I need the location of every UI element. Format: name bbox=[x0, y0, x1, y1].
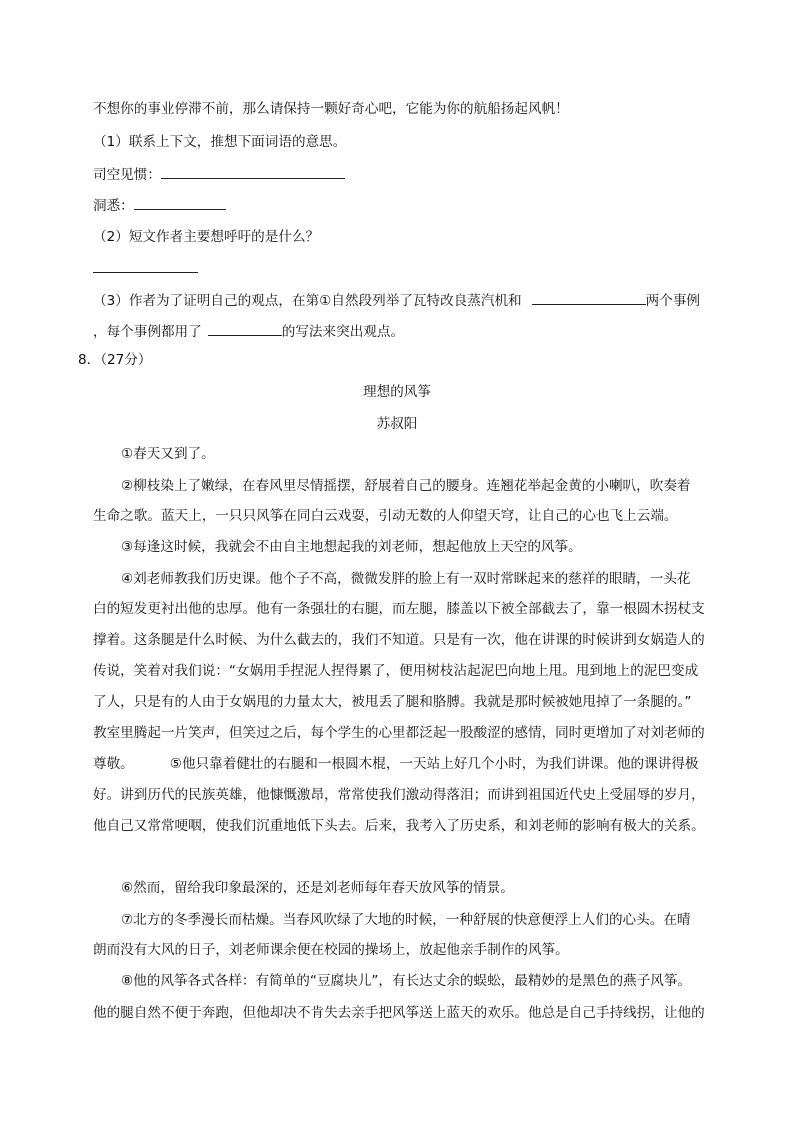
paragraph-2-line-1: ②柳枝染上了嫩绿，在春风里尽情摇摆，舒展着自己的腰身。连翘花举起金黄的小喇叭，吹奏着 bbox=[121, 478, 691, 494]
word-2-label: 洞悉： bbox=[93, 198, 134, 214]
paragraph-1: ①春天又到了。 bbox=[121, 446, 215, 462]
question-3-text-b: 两个事例 bbox=[645, 293, 701, 309]
article-author: 苏叔阳 bbox=[376, 416, 418, 432]
intro-end-line: 不想你的事业停滞不前，那么请保持一颗好奇心吧，它能为你的航船扬起风帆！ bbox=[93, 101, 569, 117]
answer-blank-3[interactable] bbox=[93, 258, 198, 273]
question-3-text-c: ，每个事例都用了 bbox=[93, 324, 202, 340]
paragraph-5-line-3: 他自己又常常哽咽，使我们沉重地低下头去。后来，我考入了历史系，和刘老师的影响有极大的关系。 bbox=[93, 818, 705, 834]
word-1-row bbox=[93, 164, 345, 185]
word-1-label: 司空见惯： bbox=[93, 167, 161, 183]
answer-blank-4[interactable] bbox=[532, 290, 646, 305]
paragraph-4-5-line bbox=[93, 754, 699, 774]
paragraph-4-line-5: 了人，只是有的人由于女娲甩的力量太大，被甩丢了腿和胳膊。我就是那时候被她甩掉了一条腿的。” bbox=[93, 694, 692, 710]
question-3-text-a: （3）作者为了证明自己的观点，在第①自然段列举了瓦特改良蒸汽机和 bbox=[93, 293, 522, 309]
paragraph-2-line-2: 生命之歌。蓝天上，一只只风筝在同白云戏耍，引动无数的人仰望天穹，让自己的心也飞上云端。 bbox=[93, 508, 678, 524]
paragraph-8-line-1: ⑧他的风筝各式各样：有简单的“豆腐块儿”，有长达丈余的蜈蚣，最精妙的是黑色的燕子风筝。 bbox=[121, 973, 692, 989]
paragraph-4-line-6: 教室里腾起一片笑声，但笑过之后，每个学生的心里都泛起一股酸涩的感情，同时更增加了对刘老师的 bbox=[93, 725, 705, 741]
paragraph-7-line-2: 朗而没有大风的日子，刘老师课余便在校园的操场上，放起他亲手制作的风筝。 bbox=[93, 942, 569, 958]
paragraph-4-line-4: 传说，笑着对我们说：“女娲用手捏泥人捏得累了，便用树枝沾起泥巴向地上甩。甩到地上的泥巴变成 bbox=[93, 663, 699, 679]
question-3-row-2 bbox=[93, 321, 404, 342]
paragraph-6: ⑥然而，留给我印象最深的，还是刘老师每年春天放风筝的情景。 bbox=[121, 880, 514, 896]
word-2-row bbox=[93, 195, 226, 216]
paragraph-4-line-3: 撑着。这条腿是什么时候、为什么截去的，我们不知道。只是有一次，他在讲课的时候讲到女娲造人的 bbox=[93, 632, 705, 648]
answer-blank-1[interactable] bbox=[161, 164, 345, 179]
paragraph-5-start: ⑤他只靠着健壮的右腿和一根圆木棍，一天站上好几个小时，为我们讲课。他的课讲得极 bbox=[169, 756, 699, 772]
question-3-row-1 bbox=[93, 290, 700, 311]
paragraph-8-line-2: 他的腿自然不便于奔跑，但他却决不肯失去亲手把风筝送上蓝天的欢乐。他总是自己手持线拐，让他的 bbox=[93, 1005, 705, 1021]
question-8-number: 8．（27分） bbox=[78, 352, 152, 368]
paragraph-4-line-1: ④刘老师教我们历史课。他个子不高，微微发胖的脸上有一双时常眯起来的慈祥的眼睛，一头花 bbox=[121, 571, 691, 587]
paragraph-7-line-1: ⑦北方的冬季漫长而枯燥。当春风吹绿了大地的时候，一种舒展的快意便浮上人们的心头。在晴 bbox=[121, 912, 691, 928]
question-2: （2）短文作者主要想呼吁的是什么？ bbox=[93, 229, 320, 245]
paragraph-5-line-2: 好。讲到历代的民族英雄，他慷慨激昂，常常使我们激动得落泪；而讲到祖国近代史上受屈辱的岁月， bbox=[93, 787, 705, 803]
answer-blank-5[interactable] bbox=[208, 321, 282, 336]
question-3-text-d: 的写法来突出观点。 bbox=[281, 324, 405, 340]
answer-blank-2[interactable] bbox=[134, 195, 226, 210]
paragraph-3: ③每逢这时候，我就会不由自主地想起我的刘老师，想起他放上天空的风筝。 bbox=[121, 539, 582, 555]
paragraph-4-end: 尊敬。 bbox=[93, 756, 134, 772]
question-2-answer-row bbox=[93, 258, 198, 279]
question-1: （1）联系上下文，推想下面词语的意思。 bbox=[93, 134, 347, 150]
paragraph-4-line-2: 白的短发更衬出他的忠厚。他有一条强壮的右腿，而左腿，膝盖以下被全部截去了，靠一根圆木拐杖支 bbox=[93, 601, 705, 617]
article-title: 理想的风筝 bbox=[363, 384, 431, 400]
